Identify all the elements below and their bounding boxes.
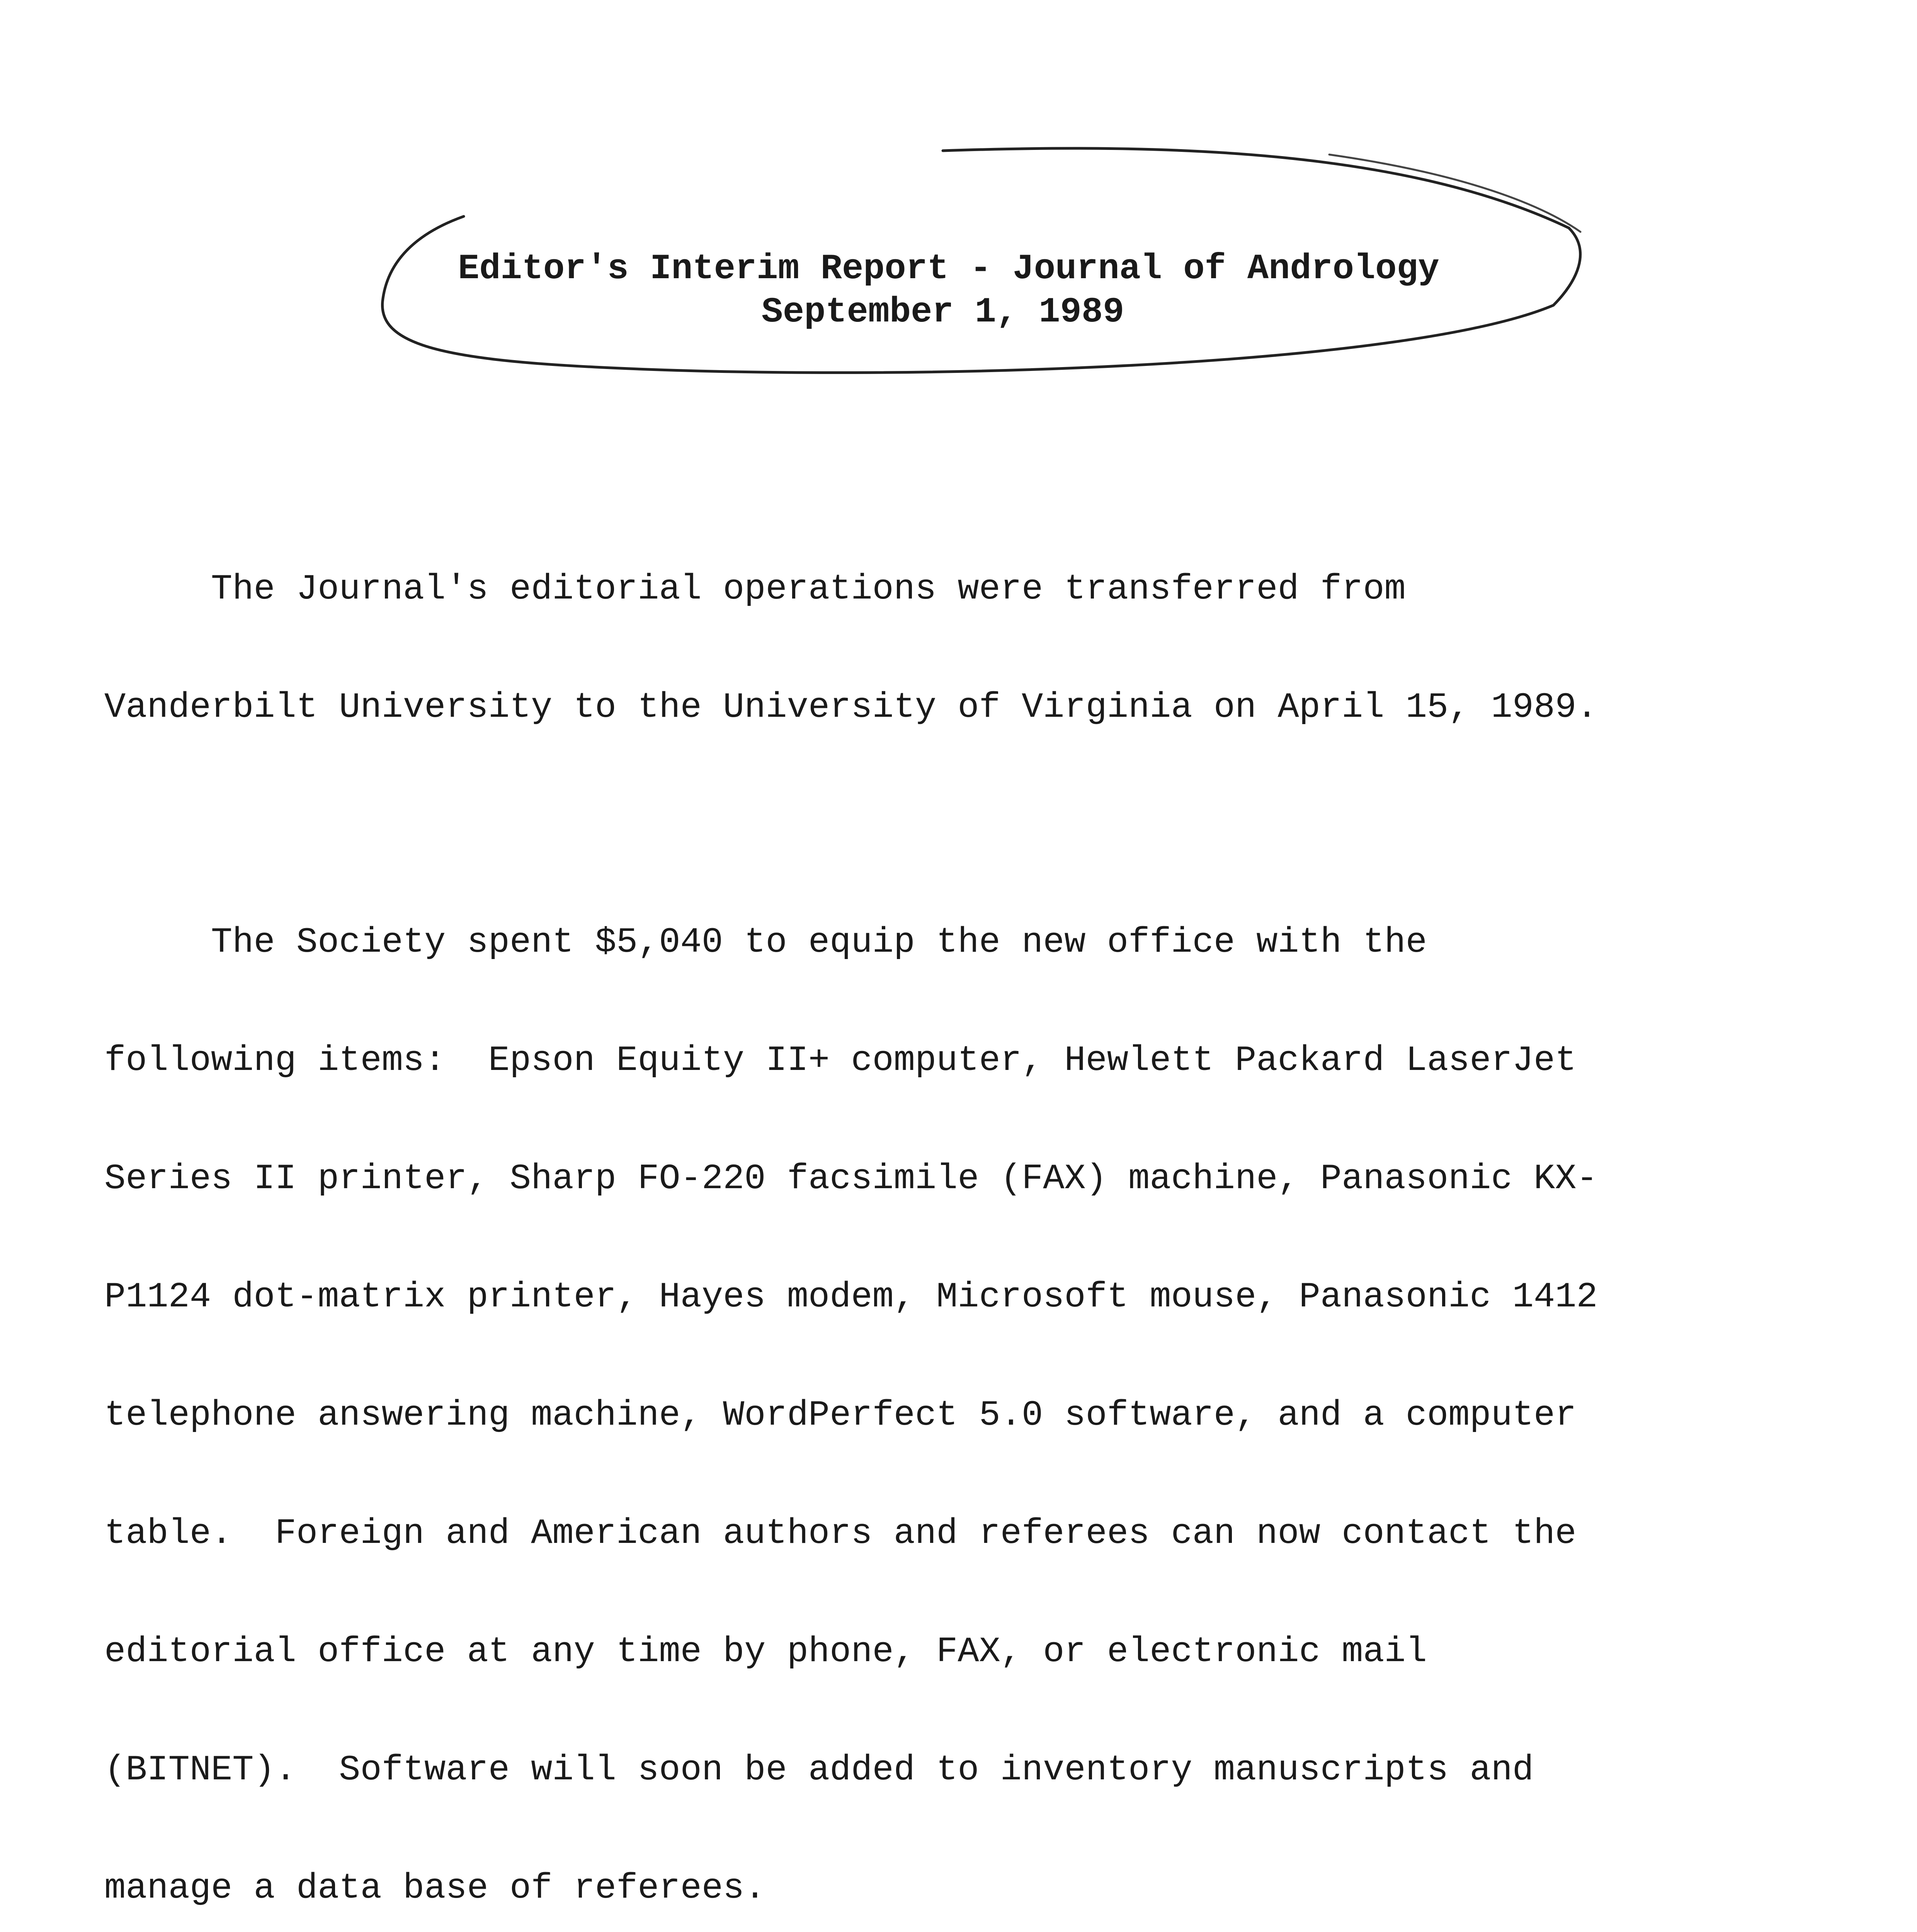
text-line: editorial office at any time by phone, FAX, or electronic mail (104, 1631, 1427, 1672)
report-body (104, 491, 1774, 1932)
text-line: The Society spent $5,040 to equip the new office with the (104, 922, 1427, 963)
report-date: September 1, 1989 (761, 292, 1124, 332)
text-line: Vanderbilt University to the University of Virginia on April 15, 1989. (104, 687, 1598, 728)
text-line: Series II printer, Sharp FO-220 facsimile (FAX) machine, Panasonic KX- (104, 1158, 1598, 1199)
report-header (383, 247, 1503, 334)
paragraph-transfer (104, 491, 1774, 806)
paragraph-equipment (104, 844, 1774, 1932)
text-line: P1124 dot-matrix printer, Hayes modem, Microsoft mouse, Panasonic 1412 (104, 1277, 1598, 1317)
text-line: The Journal's editorial operations were transferred from (104, 569, 1406, 609)
text-line: table. Foreign and American authors and referees can now contact the (104, 1513, 1577, 1554)
text-line: telephone answering machine, WordPerfect 5.0 software, and a computer (104, 1395, 1577, 1435)
report-title: Editor's Interim Report - Journal of Andrology (458, 248, 1439, 289)
text-line: manage a data base of referees. (104, 1868, 766, 1908)
text-line: following items: Epson Equity II+ computer, Hewlett Packard LaserJet (104, 1040, 1577, 1081)
text-line: (BITNET). Software will soon be added to inventory manuscripts and (104, 1750, 1534, 1790)
